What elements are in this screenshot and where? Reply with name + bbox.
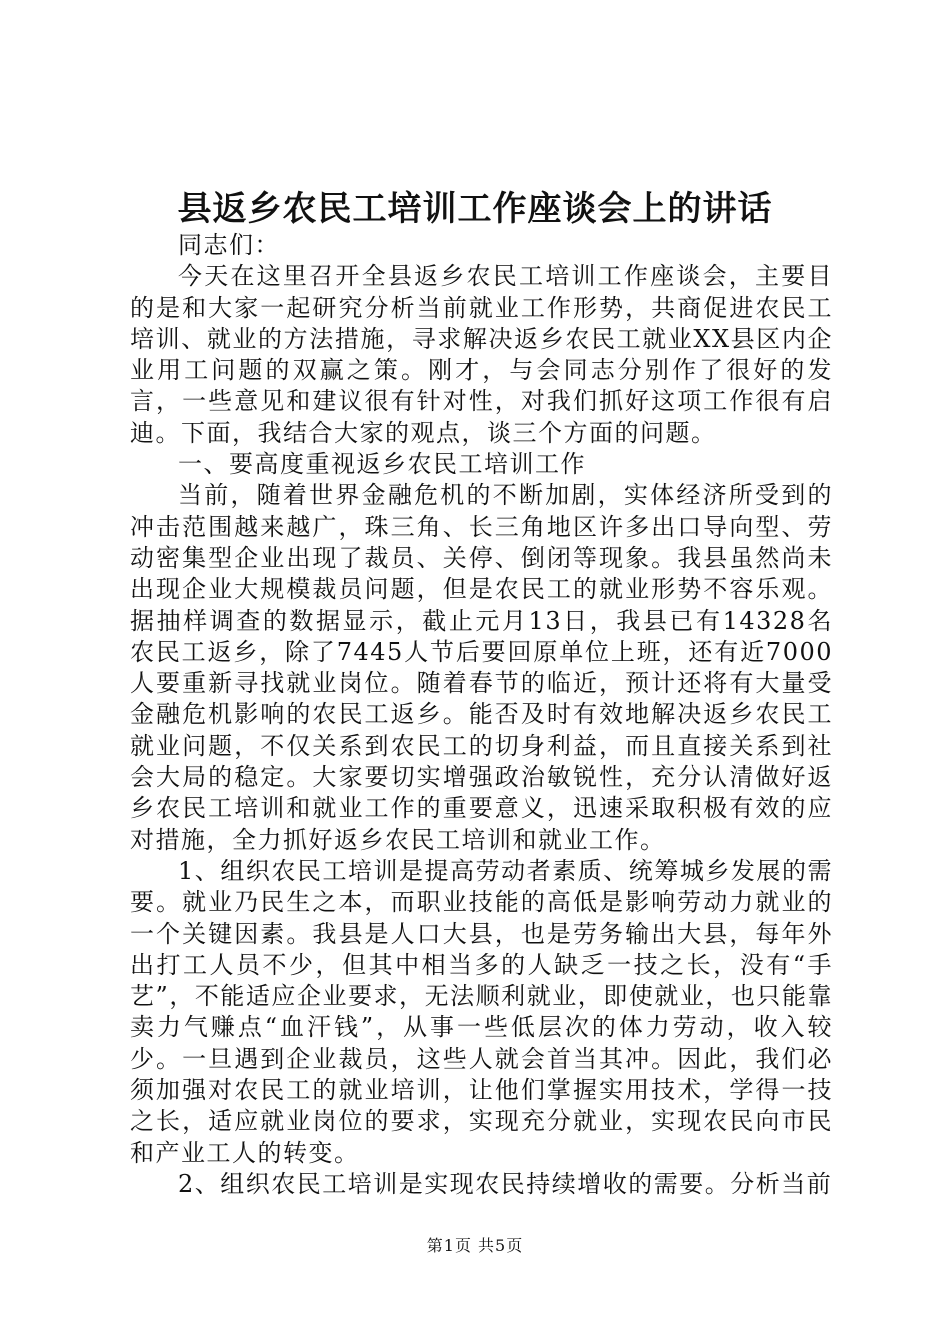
- section-heading: 一、要高度重视返乡农民工培训工作: [178, 450, 586, 479]
- page-number-footer: 第1页 共5页: [426, 1236, 524, 1255]
- document-body: [130, 230, 833, 1200]
- body-paragraph: 2、组织农民工培训是实现农民持续增收的需要。分析当前: [178, 1169, 833, 1198]
- document-title: 县返乡农民工培训工作座谈会上的讲话: [177, 189, 773, 229]
- salutation-paragraph: 同志们：: [178, 231, 280, 259]
- body-paragraph: 1、组织农民工培训是提高劳动者素质、统筹城乡发展的需要。就业乃民生之本，而职业技能的高低是影响劳动力就业的一个关键因素。我县是人口大县，也是劳务输出大县，每年外出打工人员不少，但其中相当多的人缺乏一技之长，没有“手艺”，不能适应企业要求，无法顺利就业，即使就业，也只能靠卖力气赚点“血汗钱”，从事一些低层次的体力劳动，收入较少。一旦遇到企业裁员，这些人就会首当其冲。因此，我们必须加强对农民工的就业培训，让他们掌握实用技术，学得一技之长，适应就业岗位的要求，实现充分就业，实现农民向市民和产业工人的转变。: [130, 856, 833, 1167]
- body-paragraph: 当前，随着世界金融危机的不断加剧，实体经济所受到的冲击范围越来越广，珠三角、长三角地区许多出口导向型、劳动密集型企业出现了裁员、关停、倒闭等现象。我县虽然尚未出现企业大规模裁员问题，但是农民工的就业形势不容乐观。据抽样调查的数据显示，截止元月13日，我县已有14328名农民工返乡，除了7445人节后要回原单位上班，还有近7000人要重新寻找就业岗位。随着春节的临近，预计还将有大量受金融危机影响的农民工返乡。能否及时有效地解决返乡农民工就业问题，不仅关系到农民工的切身利益，而且直接关系到社会大局的稳定。大家要切实增强政治敏锐性，充分认清做好返乡农民工培训和就业工作的重要意义，迅速采取积极有效的应对措施，全力抓好返乡农民工培训和就业工作。: [130, 481, 833, 854]
- intro-paragraph: 今天在这里召开全县返乡农民工培训工作座谈会，主要目的是和大家一起研究分析当前就业工作形势，共商促进农民工培训、就业的方法措施，寻求解决返乡农民工就业XX县区内企业用工问题的双赢之策。刚才，与会同志分别作了很好的发言，一些意见和建议很有针对性，对我们抓好这项工作很有启迪。下面，我结合大家的观点，谈三个方面的问题。: [130, 262, 833, 447]
